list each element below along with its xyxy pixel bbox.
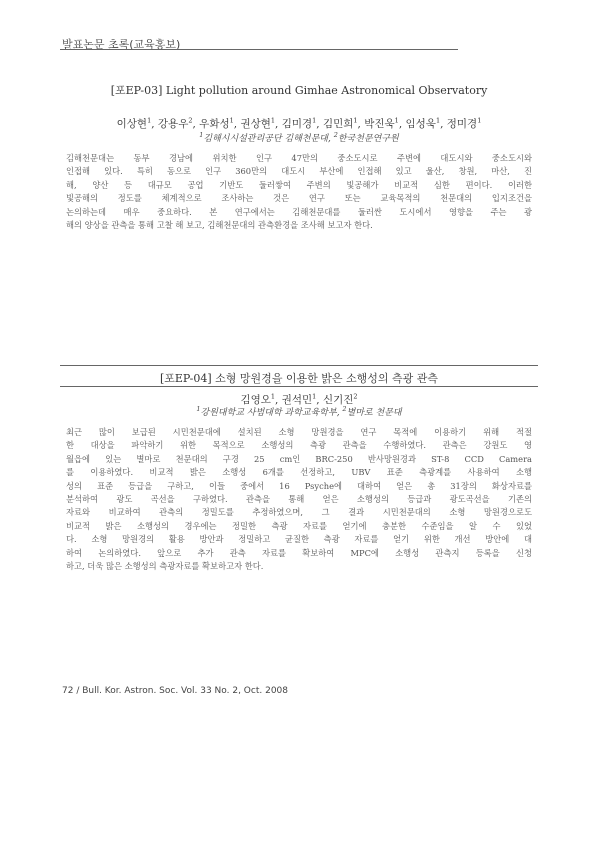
paper1-abstract: [66, 152, 532, 232]
author-affiliation-mark: 1: [270, 392, 276, 401]
author-name: 신기진: [322, 394, 354, 406]
author-affiliation-mark: 1: [229, 116, 234, 125]
author-name: 권석민: [281, 394, 313, 406]
abstract-line: 성의 표준 등급을 구하고, 이들 중에서 16 Psyche에 대하여 얻은 총 31장의 화상자료를: [66, 480, 532, 491]
abstract-line: 한 대상을 파악하기 위한 목적으로 소행성의 측광 관측을 수행하였다. 관측은 강원도 영: [66, 440, 532, 451]
abstract-line: 빛공해의 정도를 체계적으로 조사하는 것은 연구 또는 교육목적의 천문대의 입지조건을: [66, 193, 532, 204]
author-affiliation-mark: 1: [270, 116, 276, 125]
affiliation-name: 한국천문연구원: [337, 134, 399, 144]
running-header: 발표논문 초록(교육홍보): [62, 38, 181, 51]
author-name: 강용우: [157, 118, 189, 130]
page-footer: 72 / Bull. Kor. Astron. Soc. Vol. 33 No. 2, Oct. 2008: [62, 686, 288, 696]
abstract-line: 분석하여 광도 곡선을 구하였다. 관측을 통해 얻은 소행성의 등급과 광도곡선을 기존의: [66, 494, 532, 505]
author-affiliation-mark: 1: [477, 116, 482, 125]
affiliation-name: 김해시시설관리공단 김해천문대: [203, 134, 328, 144]
author: [158, 118, 193, 130]
abstract-line: 논의하는데 매우 중요하다. 본 연구에서는 김해천문대를 둘러싼 도시에서 영향을 주는 광: [66, 206, 532, 217]
abstract-line: 해, 양산 등 대규모 공업 기반도 둘러쌓여 주변의 빛공해가 비교적 심한 편이다. 이러한: [66, 179, 532, 190]
author: [447, 118, 482, 130]
paper2-top-rule: [60, 365, 538, 366]
abstract-line: 최근 많이 보급된 시민천문대에 설치된 소형 망원경을 연구 목적에 이용하기 위해 적절: [66, 427, 532, 437]
abstract-line: 자료와 비교하여 관측의 정밀도를 추정하였으며, 그 결과 시민천문대의 소형 망원경으로도: [66, 507, 532, 518]
author-affiliation-mark: 1: [353, 116, 358, 125]
author-affiliation-mark: 2: [353, 392, 358, 401]
author-name: 권상현: [240, 118, 271, 130]
author-affiliation-mark: 1: [435, 116, 441, 125]
header-rule: [60, 49, 458, 50]
abstract-line: 월읍에 있는 별마로 천문대의 구경 25 cm인 BRC-250 반사망원경과 ST-8 CCD Camera: [66, 453, 532, 464]
affiliation-mark: 1: [196, 405, 201, 413]
author: [240, 118, 275, 130]
paper2-title-rule: [60, 386, 538, 387]
paper1-affiliations: $^1$김해시시설관리공단 김해천문대, $^2$한국천문연구원: [199, 131, 399, 144]
author: [323, 118, 358, 130]
author-affiliation-mark: 1: [312, 116, 317, 125]
author-name: 김영오: [240, 394, 271, 406]
author-affiliation-mark: 1: [312, 392, 317, 401]
abstract-line: 를 이용하였다. 비교적 밝은 소행성 6개를 선정하고, UBV 표준 측광계를 사용하여 소행: [66, 467, 532, 478]
author-affiliation-mark: 2: [188, 116, 193, 125]
paper2-authors: 김영오$^1$, 권석민$^1$, 신기진$^2$: [240, 392, 358, 406]
author-affiliation-mark: 1: [147, 116, 152, 125]
abstract-line: 하여 논의하였다. 앞으로 추가 관측 자료를 확보하여 MPC에 소행성 관측지 등록을 신청: [66, 547, 532, 558]
affiliation-name: 별마로 천문대: [346, 408, 402, 418]
author: [364, 118, 399, 130]
author-name: 이상현: [116, 118, 148, 130]
affiliation-mark: 1: [199, 131, 204, 139]
paper2-abstract: [66, 426, 532, 573]
abstract-line: 해의 양상을 관측을 통해 고찰 해 보고, 김해천문대의 관측환경을 조사해 보고자 한다.: [66, 220, 373, 231]
author: [282, 118, 317, 130]
author-affiliation-mark: 1: [394, 116, 399, 125]
paper2-affiliations: $^1$강원대학교 사범대학 과학교육학부, $^2$별마로 천문대: [196, 405, 402, 418]
author-name: 임성욱: [405, 118, 436, 130]
affiliation-name: 강원대학교 사범대학 과학교육학부: [200, 408, 337, 418]
author-name: 우화성: [199, 118, 230, 130]
affiliation-mark: 2: [333, 131, 338, 139]
author-name: 정미경: [446, 118, 478, 130]
abstract-line: 비교적 밝은 소행성의 경우에는 정밀한 측광 자료를 얻기에 충분한 수준임을 알 수 있었: [66, 520, 532, 531]
paper1-title: [포EP-03] Light pollution around Gimhae Astronomical Observatory: [110, 84, 488, 97]
abstract-line: 하고, 더욱 많은 소행성의 측광자료를 확보하고자 한다.: [66, 561, 264, 572]
author-name: 박진욱: [364, 118, 395, 130]
author-name: 김민희: [322, 118, 354, 130]
paper2-title: [포EP-04] 소형 망원경을 이용한 밝은 소행성의 측광 관측: [159, 372, 439, 385]
abstract-line: 다. 소형 망원경의 활용 방안과 정밀하고 균질한 측광 자료를 얻기 위한 개선 방안에 대: [66, 534, 532, 545]
author: [199, 118, 234, 130]
author: [117, 118, 152, 130]
affiliation-mark: 2: [342, 405, 347, 413]
abstract-line: 인접해 있다. 특히 동으로 인구 360만의 대도시 부산에 인접해 있고 울산, 창원, 마산, 진: [66, 166, 532, 177]
paper1-authors: 이상현$^1$, 강용우$^2$, 우화성$^1$, 권상현$^1$, 김미경$^1$, 김민희$^1$, 박진욱$^1$, 임성욱$^1$, 정미경$^1$: [116, 116, 482, 130]
abstract-line: 김해천문대는 동부 경남에 위치한 인구 47만의 중소도시로 주변에 대도시와 중소도시와: [66, 153, 532, 163]
author-name: 김미경: [281, 118, 313, 130]
author: [406, 118, 441, 130]
